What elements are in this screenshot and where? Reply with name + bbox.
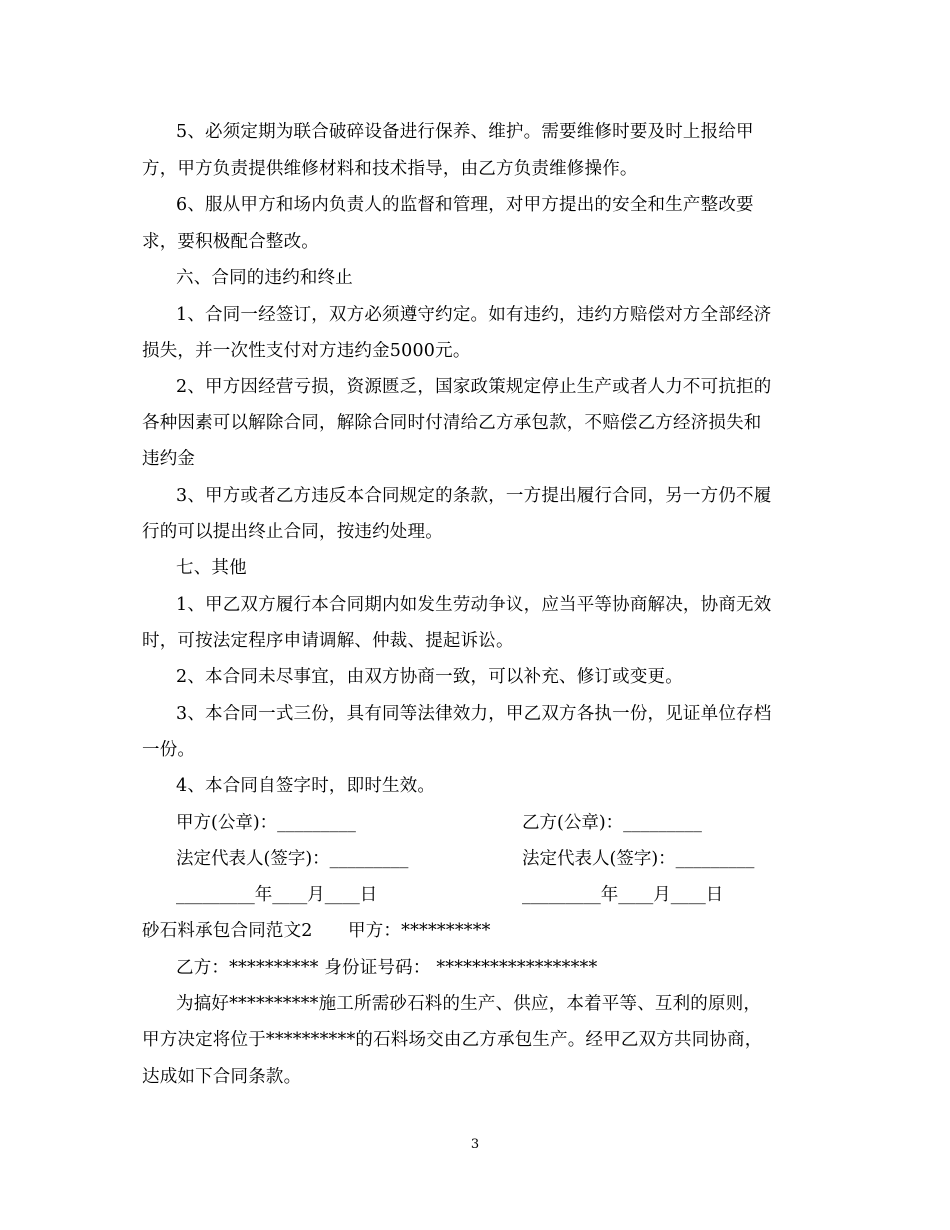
paragraph-line: 一份。 <box>142 740 196 760</box>
party-a-seal-field: 甲方(公章)：_________ <box>176 813 356 833</box>
paragraph-line: 乙方：********** 身份证号码： ****************** <box>176 958 598 978</box>
party-a-date-field: _________年____月____日 <box>176 885 378 905</box>
party-b-date-field: _________年____月____日 <box>522 885 724 905</box>
paragraph-line: 方，甲方负责提供维修材料和技术指导，由乙方负责维修操作。 <box>142 159 638 179</box>
paragraph-line: 4、本合同自签字时，即时生效。 <box>176 776 436 796</box>
paragraph-line: 各种因素可以解除合同，解除合同时付清给乙方承包款，不赔偿乙方经济损失和 <box>142 413 762 433</box>
party-a-representative-field: 法定代表人(签字)：_________ <box>176 849 409 869</box>
paragraph-line: 3、甲方或者乙方违反本合同规定的条款，一方提出履行合同，另一方仍不履 <box>176 486 772 506</box>
paragraph-line: 5、必须定期为联合破碎设备进行保养、维护。需要维修时要及时上报给甲 <box>176 122 754 142</box>
section-heading: 七、其他 <box>176 558 247 578</box>
paragraph-line: 求，要积极配合整改。 <box>142 232 319 252</box>
paragraph-line: 砂石料承包合同范文2 甲方：********** <box>142 921 491 941</box>
paragraph-line: 时，可按法定程序申请调解、仲裁、提起诉讼。 <box>142 631 514 651</box>
paragraph-line: 1、甲乙双方履行本合同期内如发生劳动争议，应当平等协商解决，协商无效 <box>176 595 772 615</box>
party-b-representative-field: 法定代表人(签字)：_________ <box>522 849 755 869</box>
paragraph-line: 达成如下合同条款。 <box>142 1067 302 1087</box>
section-heading: 六、合同的违约和终止 <box>176 268 353 288</box>
party-b-seal-field: 乙方(公章)：_________ <box>522 813 702 833</box>
paragraph-line: 6、服从甲方和场内负责人的监督和管理，对甲方提出的安全和生产整改要 <box>176 195 754 215</box>
paragraph-line: 2、甲方因经营亏损，资源匮乏，国家政策规定停止生产或者人力不可抗拒的 <box>176 377 772 397</box>
paragraph-line: 甲方决定将位于**********的石料场交由乙方承包生产。经甲乙双方共同协商， <box>142 1030 763 1050</box>
paragraph-line: 行的可以提出终止合同，按违约处理。 <box>142 522 443 542</box>
page-number: 3 <box>470 1137 480 1152</box>
paragraph-line: 2、本合同未尽事宜，由双方协商一致，可以补充、修订或变更。 <box>176 667 683 687</box>
paragraph-line: 3、本合同一式三份，具有同等法律效力，甲乙双方各执一份，见证单位存档 <box>176 704 772 724</box>
paragraph-line: 违约金 <box>142 449 196 469</box>
paragraph-line: 1、合同一经签订，双方必须遵守约定。如有违约，违约方赔偿对方全部经济 <box>176 305 772 325</box>
paragraph-line: 为搞好**********施工所需砂石料的生产、供应，本着平等、互利的原则， <box>176 994 762 1014</box>
paragraph-line: 损失，并一次性支付对方违约金5000元。 <box>142 341 471 361</box>
